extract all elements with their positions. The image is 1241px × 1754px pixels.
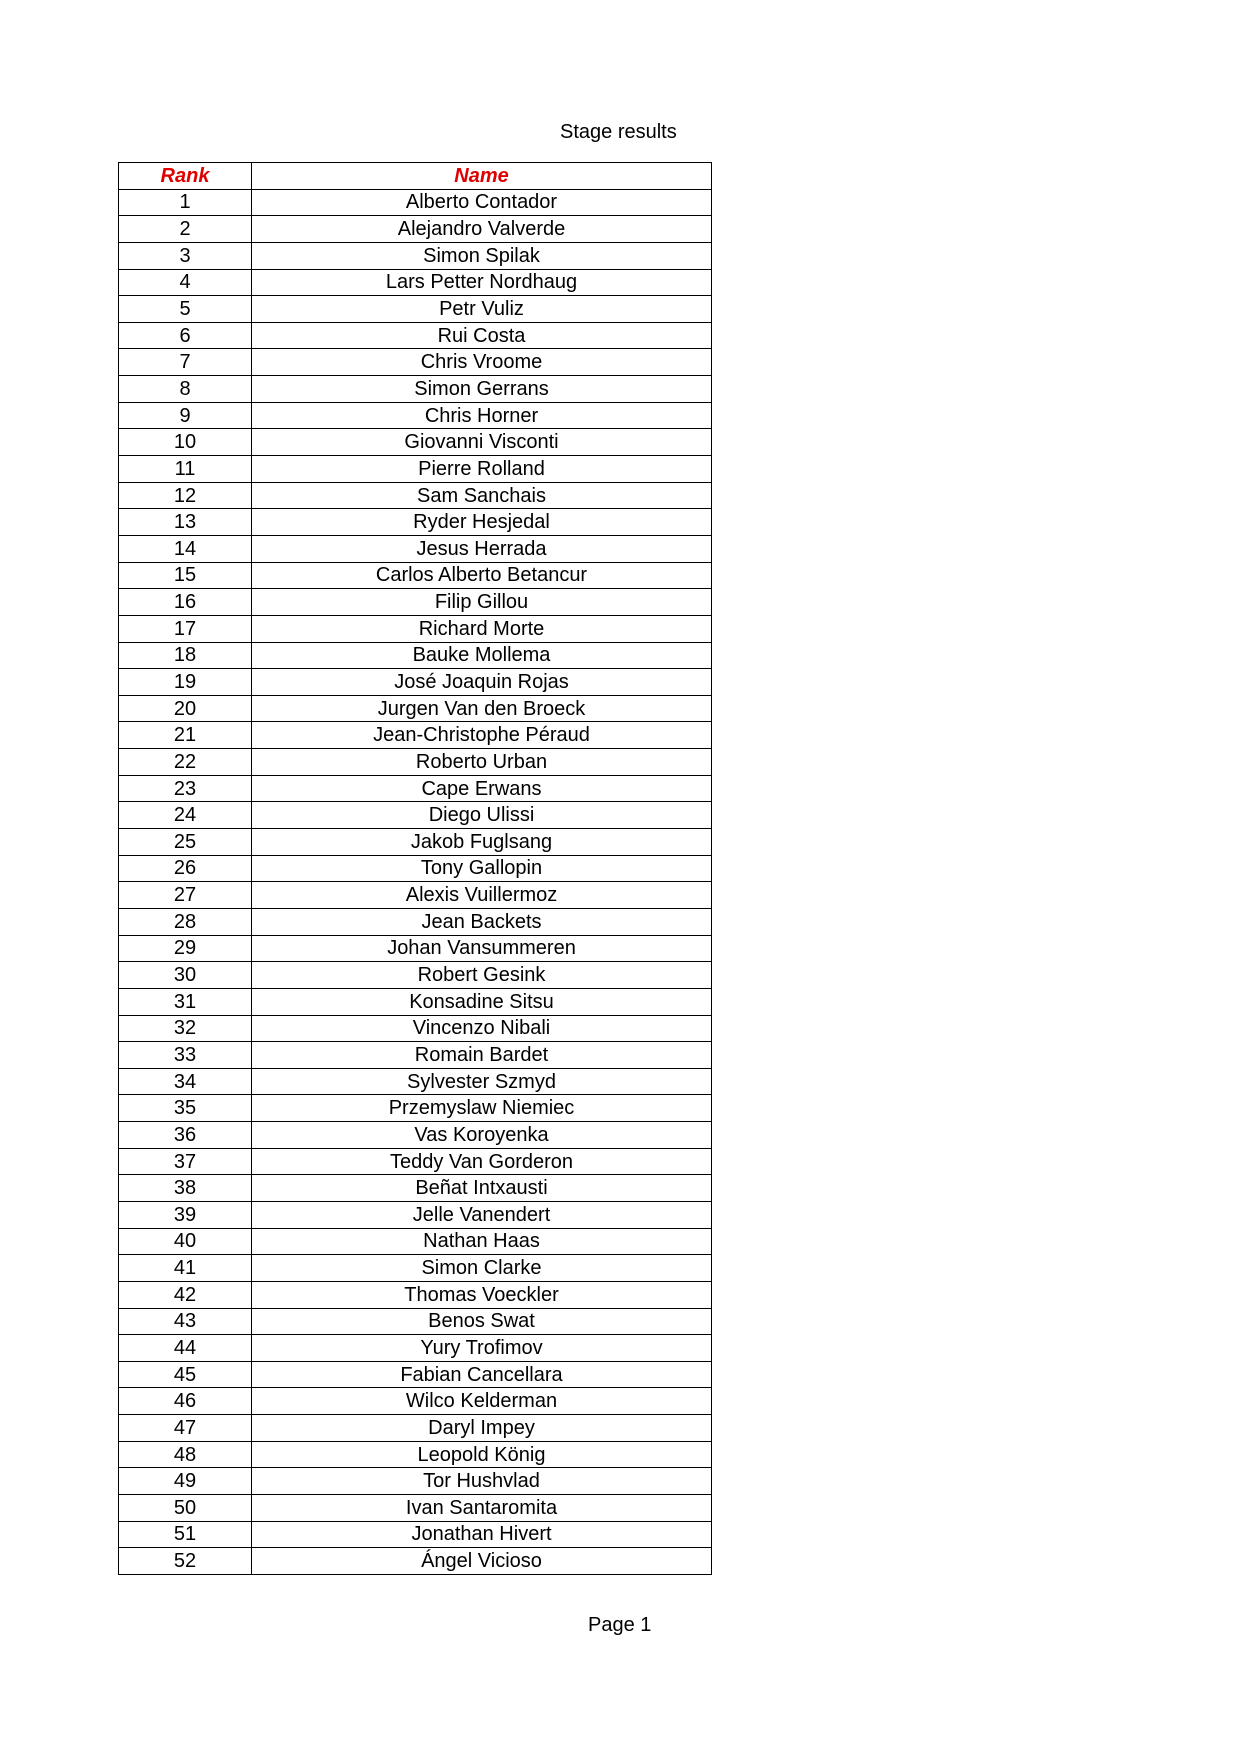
rider-name-cell: Simon Gerrans [252,376,712,403]
table-row [119,562,712,589]
table-row [119,695,712,722]
rider-name-cell: Wilco Kelderman [252,1388,712,1415]
rank-cell: 27 [119,882,252,909]
rider-name-cell: Jonathan Hivert [252,1521,712,1548]
rank-cell: 8 [119,376,252,403]
rider-name-cell: Alberto Contador [252,189,712,216]
table-row [119,669,712,696]
rank-cell: 50 [119,1495,252,1522]
table-row [119,1255,712,1282]
rider-name-cell: Johan Vansummeren [252,935,712,962]
rider-name-cell: Lars Petter Nordhaug [252,269,712,296]
rider-name-cell: Benos Swat [252,1308,712,1335]
rider-name-cell: Ángel Vicioso [252,1548,712,1575]
rank-cell: 3 [119,242,252,269]
rank-cell: 47 [119,1415,252,1442]
rider-name-cell: Konsadine Sitsu [252,988,712,1015]
table-row [119,322,712,349]
table-row [119,1495,712,1522]
rank-cell: 14 [119,535,252,562]
name-column-header: Name [252,163,712,190]
rank-cell: 28 [119,908,252,935]
rank-cell: 44 [119,1335,252,1362]
rank-cell: 13 [119,509,252,536]
rank-cell: 7 [119,349,252,376]
rank-column-header: Rank [119,163,252,190]
rank-cell: 18 [119,642,252,669]
table-row [119,935,712,962]
table-row [119,482,712,509]
rider-name-cell: Filip Gillou [252,589,712,616]
table-row [119,296,712,323]
table-row [119,1175,712,1202]
rider-name-cell: Przemyslaw Niemiec [252,1095,712,1122]
rider-name-cell: Ryder Hesjedal [252,509,712,536]
table-row [119,189,712,216]
rank-cell: 16 [119,589,252,616]
table-row [119,1415,712,1442]
rider-name-cell: Sylvester Szmyd [252,1068,712,1095]
rider-name-cell: Robert Gesink [252,962,712,989]
table-row [119,988,712,1015]
rider-name-cell: Jean-Christophe Péraud [252,722,712,749]
rank-cell: 6 [119,322,252,349]
rider-name-cell: Nathan Haas [252,1228,712,1255]
rider-name-cell: Jesus Herrada [252,535,712,562]
rank-cell: 43 [119,1308,252,1335]
rider-name-cell: Jakob Fuglsang [252,829,712,856]
rank-cell: 21 [119,722,252,749]
rank-cell: 2 [119,216,252,243]
rank-cell: 12 [119,482,252,509]
rider-name-cell: Romain Bardet [252,1042,712,1069]
table-row [119,1548,712,1575]
table-row [119,1388,712,1415]
rank-cell: 10 [119,429,252,456]
rider-name-cell: Roberto Urban [252,749,712,776]
rider-name-cell: Yury Trofimov [252,1335,712,1362]
rank-cell: 42 [119,1281,252,1308]
rank-cell: 36 [119,1122,252,1149]
rider-name-cell: Cape Erwans [252,775,712,802]
rank-cell: 9 [119,402,252,429]
table-row [119,1068,712,1095]
rank-cell: 39 [119,1201,252,1228]
table-row [119,722,712,749]
rider-name-cell: Jelle Vanendert [252,1201,712,1228]
rider-name-cell: Jean Backets [252,908,712,935]
table-row [119,829,712,856]
rank-cell: 37 [119,1148,252,1175]
rider-name-cell: Richard Morte [252,615,712,642]
table-row [119,1281,712,1308]
table-row [119,962,712,989]
table-row [119,1521,712,1548]
rank-cell: 22 [119,749,252,776]
rank-cell: 32 [119,1015,252,1042]
rider-name-cell: Sam Sanchais [252,482,712,509]
stage-results-table [118,162,712,1575]
rider-name-cell: Chris Vroome [252,349,712,376]
rider-name-cell: Jurgen Van den Broeck [252,695,712,722]
table-body [119,189,712,1574]
rank-cell: 24 [119,802,252,829]
rank-cell: 1 [119,189,252,216]
table-row [119,456,712,483]
rider-name-cell: Beñat Intxausti [252,1175,712,1202]
table-row [119,1122,712,1149]
rank-cell: 26 [119,855,252,882]
rank-cell: 5 [119,296,252,323]
table-row [119,1335,712,1362]
rank-cell: 11 [119,456,252,483]
rank-cell: 17 [119,615,252,642]
rider-name-cell: Fabian Cancellara [252,1361,712,1388]
rider-name-cell: Vas Koroyenka [252,1122,712,1149]
rider-name-cell: Carlos Alberto Betancur [252,562,712,589]
table-row [119,749,712,776]
rank-cell: 38 [119,1175,252,1202]
rider-name-cell: Alexis Vuillermoz [252,882,712,909]
rider-name-cell: Giovanni Visconti [252,429,712,456]
rider-name-cell: Simon Clarke [252,1255,712,1282]
table-row [119,1042,712,1069]
rank-cell: 34 [119,1068,252,1095]
table-row [119,642,712,669]
rider-name-cell: Simon Spilak [252,242,712,269]
rider-name-cell: Ivan Santaromita [252,1495,712,1522]
table-row [119,535,712,562]
rider-name-cell: Petr Vuliz [252,296,712,323]
rank-cell: 33 [119,1042,252,1069]
rank-cell: 30 [119,962,252,989]
rider-name-cell: Alejandro Valverde [252,216,712,243]
page-title: Stage results [560,121,677,143]
table-row [119,802,712,829]
table-row [119,615,712,642]
rider-name-cell: Teddy Van Gorderon [252,1148,712,1175]
rank-cell: 23 [119,775,252,802]
rider-name-cell: Diego Ulissi [252,802,712,829]
table-row [119,509,712,536]
rank-cell: 19 [119,669,252,696]
table-row [119,855,712,882]
rider-name-cell: Tony Gallopin [252,855,712,882]
table-row [119,1015,712,1042]
table-row [119,1441,712,1468]
rank-cell: 46 [119,1388,252,1415]
rank-cell: 20 [119,695,252,722]
rank-cell: 31 [119,988,252,1015]
rider-name-cell: Leopold König [252,1441,712,1468]
table-row [119,908,712,935]
rank-cell: 15 [119,562,252,589]
table-row [119,269,712,296]
table-row [119,349,712,376]
rank-cell: 25 [119,829,252,856]
table-row [119,402,712,429]
rank-cell: 52 [119,1548,252,1575]
page-number: Page 1 [588,1614,652,1636]
table-row [119,216,712,243]
table-row [119,1095,712,1122]
rank-cell: 51 [119,1521,252,1548]
rider-name-cell: Thomas Voeckler [252,1281,712,1308]
rank-cell: 35 [119,1095,252,1122]
table-row [119,429,712,456]
rider-name-cell: Bauke Mollema [252,642,712,669]
rider-name-cell: Rui Costa [252,322,712,349]
rider-name-cell: Daryl Impey [252,1415,712,1442]
table-row [119,1308,712,1335]
rank-cell: 40 [119,1228,252,1255]
rider-name-cell: Vincenzo Nibali [252,1015,712,1042]
table-row [119,589,712,616]
table-row [119,775,712,802]
table-row [119,242,712,269]
rider-name-cell: Tor Hushvlad [252,1468,712,1495]
rider-name-cell: Pierre Rolland [252,456,712,483]
table-row [119,1468,712,1495]
rank-cell: 4 [119,269,252,296]
rider-name-cell: José Joaquin Rojas [252,669,712,696]
table-row [119,1201,712,1228]
rank-cell: 41 [119,1255,252,1282]
table-row [119,1228,712,1255]
table-header-row [119,163,712,190]
rank-cell: 45 [119,1361,252,1388]
table-row [119,1361,712,1388]
table-row [119,882,712,909]
rider-name-cell: Chris Horner [252,402,712,429]
table-row [119,376,712,403]
rank-cell: 49 [119,1468,252,1495]
table-row [119,1148,712,1175]
rank-cell: 29 [119,935,252,962]
rank-cell: 48 [119,1441,252,1468]
